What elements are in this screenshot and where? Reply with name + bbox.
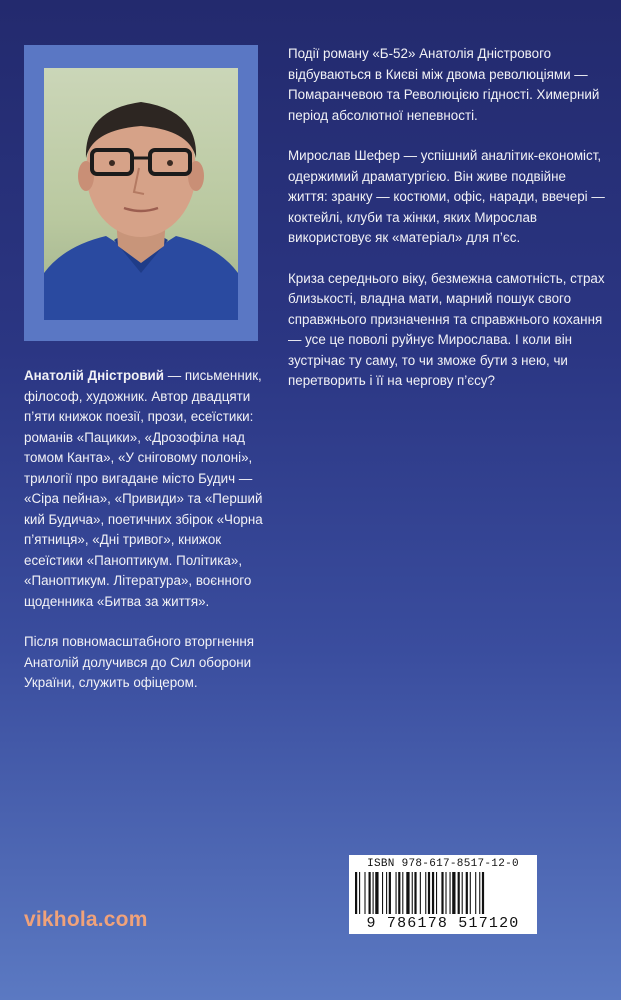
barcode: [349, 855, 537, 934]
author-name: Анатолій Дністровий: [24, 368, 165, 383]
author-bio: [24, 366, 270, 714]
book-description: [288, 44, 608, 412]
author-bio-text: — письменник, філософ, художник. Автор двадцяти п’яти книжок поезії, прози, есеїстики: романів «Пацики», «Дрозофіла над томом Канта», «У сніговому полоні», трилогії про вигадане місто Будич — «Сіра пейна», «Привиди» та «Перший кий Будича», поетичних збірок «Чорна п’ятниця», «Дні тривог», книжок есеїстики «Паноптикум. Політика», «Паноптикум. Література», воєнного щоденника «Битва за життя».: [24, 368, 263, 609]
author-photo: [44, 68, 238, 320]
publisher-site: vikhola.com: [24, 908, 148, 931]
description-paragraph: Мирослав Шефер — успішний аналітик-економіст, одержимий драматургією. Він живе подвійне життя: зранку — костюми, офіс, наради, ввечері — коктейлі, клуби та жінки, яких Мирослав використовує як «матеріал» для п’єс.: [288, 148, 605, 245]
isbn-label: ISBN 978-617-8517-12-0: [367, 858, 519, 870]
author-service-paragraph: Після повномасштабного вторгнення Анатолій долучився до Сил оборони України, служить офіцером.: [24, 634, 254, 690]
barcode-bars: [355, 872, 531, 914]
author-photo-frame: [24, 45, 258, 341]
barcode-digits: 9 786178 517120: [366, 915, 520, 932]
author-bio-paragraph: [24, 366, 270, 612]
description-paragraph: Події роману «Б-52» Анатолія Дністрового відбуваються в Києві між двома революціями — Помаранчевою та Революцією гідності. Химерний період абсолютної непевності.: [288, 46, 600, 123]
description-paragraph: Криза середнього віку, безмежна самотність, страх близькості, владна мати, марний пошук свого справжнього призначення та справжнього кохання — усе це поволі руйнує Мирослава. І коли він зустрічає ту саму, то чи зможе бути з нею, чи перетворить і її на чергову п’єсу?: [288, 270, 605, 388]
